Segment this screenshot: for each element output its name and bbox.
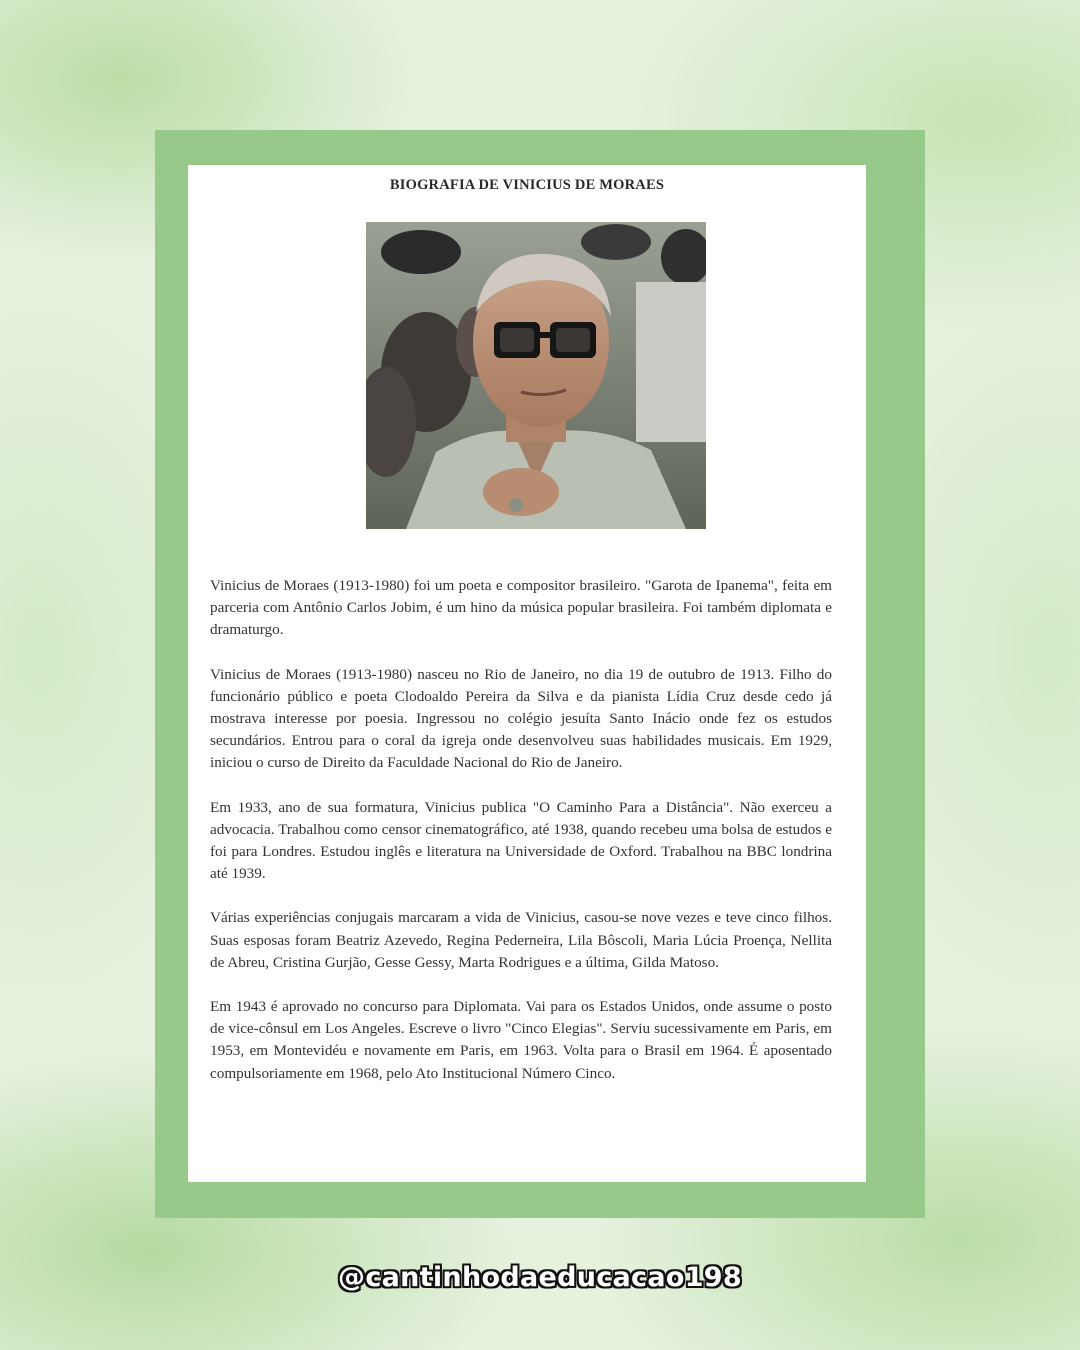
- biography-text: [210, 575, 832, 1107]
- paragraph-marriages: Várias experiências conjugais marcaram a vida de Vinicius, casou-se nove vezes e teve cinco filhos. Suas esposas foram Beatriz Azevedo, Regina Pederneira, Lila Bôscoli, Maria Lúcia Proença, Nellita de Abreu, Cristina Gurjão, Gesse Gessy, Marta Rodrigues e a última, Gilda Matoso.: [210, 909, 832, 971]
- paragraph-intro: Vinicius de Moraes (1913-1980) foi um poeta e compositor brasileiro. "Garota de Ipanema", feita em parceria com Antônio Carlos Jobim, é um hino da música popular brasileira. Foi também diplomata e dramaturgo.: [210, 577, 832, 639]
- paragraph-career: Em 1933, ano de sua formatura, Vinicius publica "O Caminho Para a Distância". Não exerceu a advocacia. Trabalhou como censor cinematográfico, até 1938, quando recebeu uma bolsa de estudos e foi para Londres. Estudou inglês e literatura na Universidade de Oxford. Trabalhou na BBC londrina até 1939.: [210, 798, 832, 883]
- document-page: [188, 165, 866, 1182]
- paragraph-diplomacy: Em 1943 é aprovado no concurso para Diplomata. Vai para os Estados Unidos, onde assume o posto de vice-cônsul em Los Angeles. Escreve o livro "Cinco Elegias". Serviu sucessivamente em Paris, em 1953, em Montevidéu e novamente em Paris, em 1963. Volta para o Brasil em 1964. É aposentado compulsoriamente em 1968, pelo Ato Institucional Número Cinco.: [210, 998, 832, 1082]
- portrait-photo: [366, 222, 706, 529]
- document-title: BIOGRAFIA DE VINICIUS DE MORAES: [389, 177, 665, 193]
- social-handle: @cantinhodaeducacao198: [338, 1262, 742, 1293]
- paragraph-early-life: Vinicius de Moraes (1913-1980) nasceu no Rio de Janeiro, no dia 19 de outubro de 1913. Filho do funcionário público e poeta Clodoaldo Pereira da Silva e da pianista Lídia Cruz desde cedo já mostrava interesse por poesia. Ingressou no colégio jesuíta Santo Inácio onde fez os estudos secundários. Entrou para o coral da igreja onde desenvolveu suas habilidades musicais. Em 1929, iniciou o curso de Direito da Faculdade Nacional do Rio de Janeiro.: [210, 665, 832, 772]
- portrait-illustration: [366, 222, 706, 529]
